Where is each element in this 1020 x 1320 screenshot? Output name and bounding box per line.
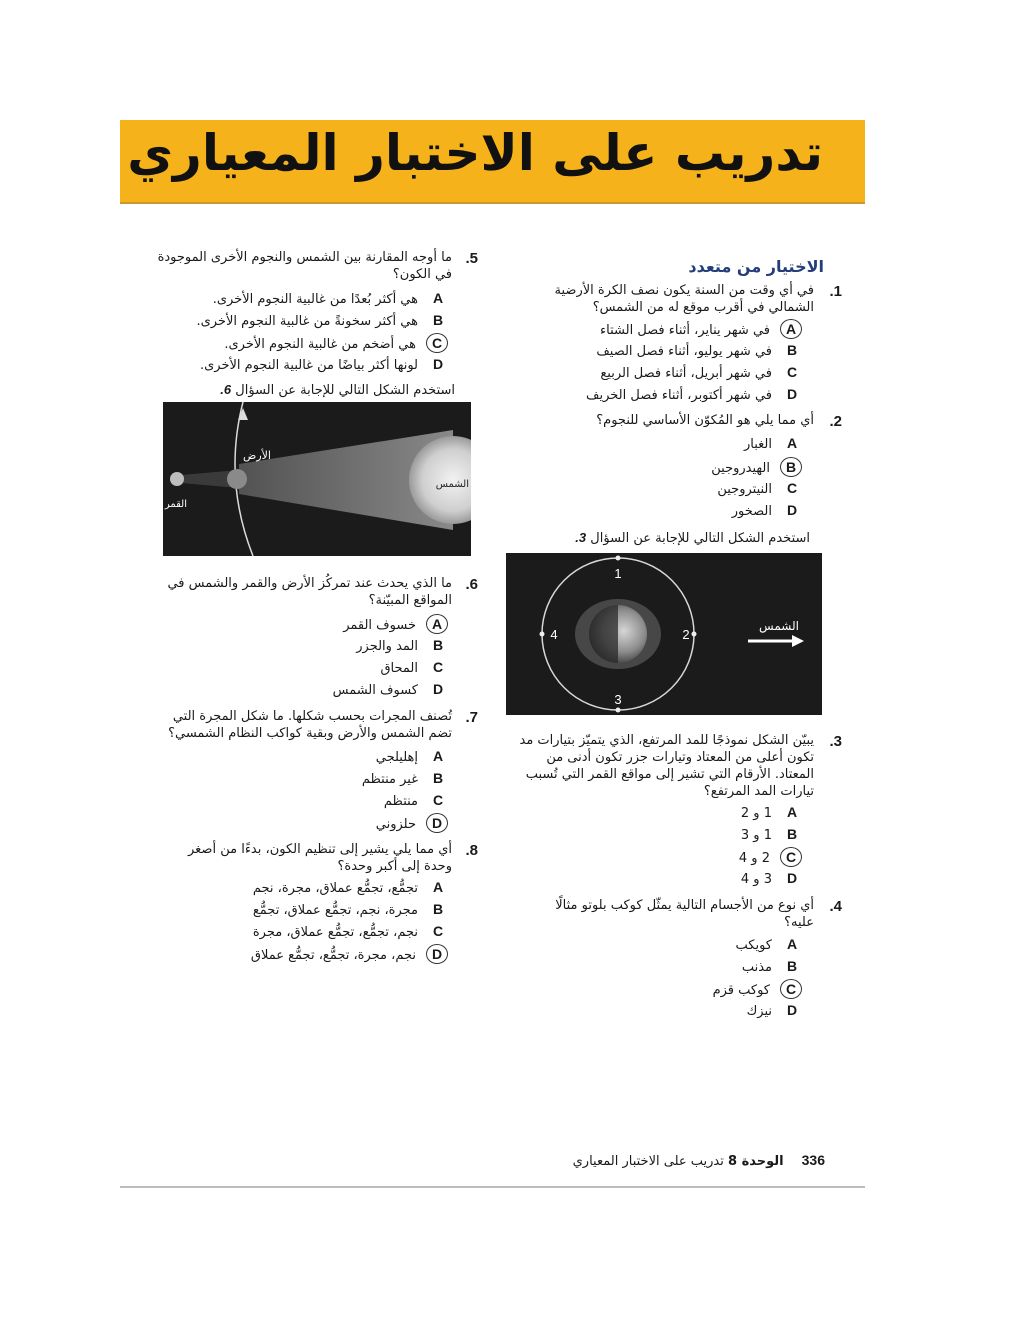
option-d[interactable] xyxy=(200,355,448,375)
option-letter: C xyxy=(432,923,444,939)
option-letter: B xyxy=(432,312,444,328)
option-letter: C xyxy=(432,792,444,808)
option-text: 1 و 3 xyxy=(740,828,772,843)
option-text: في شهر أبريل، أثناء فصل الربيع xyxy=(600,366,772,381)
option-letter: D xyxy=(432,356,444,372)
option-letter: D xyxy=(786,1002,798,1018)
option-a[interactable] xyxy=(213,289,448,309)
option-text: نجم، مجرة، تجمُّع، تجمُّع عملاق xyxy=(250,948,416,963)
option-text: كسوف الشمس xyxy=(332,683,418,698)
option-text: نيزك xyxy=(746,1004,772,1019)
page-title: تدريب على الاختبار المعياري xyxy=(127,124,823,182)
option-text: 1 و 2 xyxy=(740,806,772,821)
option-d[interactable] xyxy=(333,680,448,700)
option-a[interactable] xyxy=(376,747,448,767)
option-b[interactable] xyxy=(362,769,448,789)
question-number: .3 xyxy=(829,733,842,750)
option-text: الهيدروجين xyxy=(711,461,770,476)
option-letter: A xyxy=(786,435,798,451)
question-number: .5 xyxy=(465,250,478,267)
footer-title: تدريب على الاختبار المعياري xyxy=(572,1154,724,1169)
option-text: المحاق xyxy=(380,661,418,676)
figure-3-tides xyxy=(506,553,822,715)
option-c[interactable] xyxy=(600,363,802,383)
option-text: خسوف القمر xyxy=(343,618,416,633)
option-d[interactable] xyxy=(741,869,802,889)
option-d[interactable] xyxy=(251,944,448,964)
footer-rule xyxy=(120,1186,865,1188)
question-stem: أي مما يلي يشير إلى تنظيم الكون، بدءًا من أصغر وحدة إلى أكبر وحدة؟ xyxy=(187,842,452,874)
option-d[interactable] xyxy=(586,385,802,405)
option-letter: B xyxy=(432,770,444,786)
option-text: في شهر أكتوبر، أثناء فصل الخريف xyxy=(586,388,772,403)
option-a[interactable] xyxy=(600,319,802,339)
option-text: منتظم xyxy=(383,794,418,809)
position-label-2: 2 xyxy=(682,627,690,642)
question-number: .8 xyxy=(465,842,478,859)
option-text: غير منتظم xyxy=(361,772,418,787)
option-letter: A xyxy=(432,879,444,895)
section-title: الاختيار من متعدد xyxy=(688,257,824,276)
sun-label: الشمس xyxy=(435,479,469,490)
question-stem: ما أوجه المقارنة بين الشمس والنجوم الأخرى الموجودة في الكون؟ xyxy=(157,250,452,282)
option-letter: D xyxy=(426,813,448,833)
option-letter: C xyxy=(432,659,444,675)
option-letter: C xyxy=(786,480,798,496)
option-text: تجمُّع، تجمُّع عملاق، مجرة، نجم xyxy=(252,881,418,896)
option-a[interactable] xyxy=(343,614,448,634)
title-banner xyxy=(120,120,865,204)
page-footer xyxy=(573,1152,825,1169)
option-letter: C xyxy=(780,979,802,999)
option-text: إهليلجي xyxy=(375,750,418,765)
option-b[interactable] xyxy=(356,636,448,656)
figure-3-caption: استخدم الشكل التالي للإجابة عن السؤال 3. xyxy=(575,530,810,546)
option-letter: C xyxy=(780,847,802,867)
option-b[interactable] xyxy=(711,457,802,477)
option-text: هي أكثر بُعدًا من غالبية النجوم الأخرى. xyxy=(212,292,418,307)
sun-direction-label: الشمس xyxy=(759,619,799,633)
tides-diagram xyxy=(506,553,822,715)
option-letter: B xyxy=(432,901,444,917)
option-letter: D xyxy=(786,502,798,518)
option-letter: A xyxy=(780,319,802,339)
option-letter: C xyxy=(426,333,448,353)
moon-label: القمر xyxy=(164,499,187,510)
unit-label: الوحدة 8 xyxy=(728,1154,784,1169)
option-letter: C xyxy=(786,364,798,380)
position-label-4: 4 xyxy=(550,627,558,642)
position-label-1: 1 xyxy=(614,566,622,581)
option-text: في شهر يناير، أثناء فصل الشتاء xyxy=(600,323,770,338)
eclipse-diagram xyxy=(163,402,471,556)
option-letter: B xyxy=(786,826,798,842)
option-b[interactable] xyxy=(596,341,802,361)
question-stem: ما الذي يحدث عند تمركُز الأرض والقمر والشمس في المواقع المبيّنة؟ xyxy=(167,576,452,608)
option-text: نجم، تجمُّع، تجمُّع عملاق، مجرة xyxy=(252,925,418,940)
figure-6-caption: استخدم الشكل التالي للإجابة عن السؤال 6. xyxy=(220,382,455,398)
option-text: المد والجزر xyxy=(356,639,418,654)
earth xyxy=(227,469,247,489)
option-b[interactable] xyxy=(741,825,802,845)
option-b[interactable] xyxy=(253,900,448,920)
position-label-3: 3 xyxy=(614,692,622,707)
question-number: .7 xyxy=(465,709,478,726)
question-stem: أي نوع من الأجسام التالية يمثّل كوكب بلوتو مثالًا عليه؟ xyxy=(555,898,814,930)
option-letter: A xyxy=(432,290,444,306)
figure-6-eclipse xyxy=(163,402,471,556)
option-text: 3 و 4 xyxy=(740,872,772,887)
option-c[interactable] xyxy=(739,847,802,867)
option-text: حلزوني xyxy=(375,817,416,832)
option-c[interactable] xyxy=(224,333,448,353)
option-a[interactable] xyxy=(736,935,802,955)
option-d[interactable] xyxy=(747,1001,802,1021)
option-letter: A xyxy=(786,936,798,952)
question-stem: تُصنف المجرات بحسب شكلها. ما شكل المجرة التي تضم الشمس والأرض وبقية كواكب النظام الشمسي؟ xyxy=(168,709,452,741)
question-number: .4 xyxy=(829,898,842,915)
option-a[interactable] xyxy=(741,803,802,823)
page-number: 336 xyxy=(801,1152,825,1168)
option-d[interactable] xyxy=(732,501,802,521)
option-letter: D xyxy=(426,944,448,964)
option-a[interactable] xyxy=(744,434,802,454)
question-stem: يبيّن الشكل نموذجًا للمد المرتفع، الذي يتميّز بتيارات مد تكون أعلى من المعتاد وتيارات جزر تكون أدنى من المعتاد. الأرقام التي تشير إلى مواقع القمر التي تُسبب تيارات المد المرتفع؟ xyxy=(519,733,814,799)
option-text: مجرة، نجم، تجمُّع عملاق، تجمُّع xyxy=(252,903,418,918)
option-letter: A xyxy=(432,748,444,764)
option-d[interactable] xyxy=(376,813,448,833)
option-a[interactable] xyxy=(253,878,448,898)
option-letter: B xyxy=(432,637,444,653)
option-letter: B xyxy=(786,958,798,974)
option-text: لونها أكثر بياضًا من غالبية النجوم الأخرى. xyxy=(199,358,418,373)
option-letter: A xyxy=(786,804,798,820)
moon xyxy=(170,472,184,486)
option-text: في شهر يوليو، أثناء فصل الصيف xyxy=(596,344,772,359)
question-number: .2 xyxy=(829,413,842,430)
option-letter: A xyxy=(426,614,448,634)
option-letter: B xyxy=(786,342,798,358)
option-text: الصخور xyxy=(731,504,772,519)
earth-label: الأرض xyxy=(243,449,271,462)
option-c[interactable] xyxy=(713,979,802,999)
option-c[interactable] xyxy=(384,791,448,811)
option-letter: D xyxy=(786,386,798,402)
option-letter: D xyxy=(786,870,798,886)
question-number: .6 xyxy=(465,576,478,593)
question-number: .1 xyxy=(829,283,842,300)
option-text: كويكب xyxy=(735,938,772,953)
option-text: الغبار xyxy=(743,437,772,452)
option-c[interactable] xyxy=(253,922,448,942)
option-c[interactable] xyxy=(717,479,802,499)
option-text: هي أضخم من غالبية النجوم الأخرى. xyxy=(224,337,416,352)
option-text: النيتروجين xyxy=(717,482,772,497)
question-stem: أي مما يلي هو المُكوّن الأساسي للنجوم؟ xyxy=(596,413,814,428)
arrow-right-icon xyxy=(792,635,804,647)
option-text: هي أكثر سخونةً من غالبية النجوم الأخرى. xyxy=(196,314,418,329)
option-letter: B xyxy=(780,457,802,477)
option-text: كوكب قزم xyxy=(712,983,770,998)
option-b[interactable] xyxy=(742,957,802,977)
option-c[interactable] xyxy=(380,658,448,678)
question-stem: في أي وقت من السنة يكون نصف الكرة الأرضية الشمالي في أقرب موقع له من الشمس؟ xyxy=(554,283,814,315)
option-letter: D xyxy=(432,681,444,697)
option-text: 2 و 4 xyxy=(738,851,770,866)
option-text: مذنب xyxy=(741,960,772,975)
option-b[interactable] xyxy=(196,311,448,331)
